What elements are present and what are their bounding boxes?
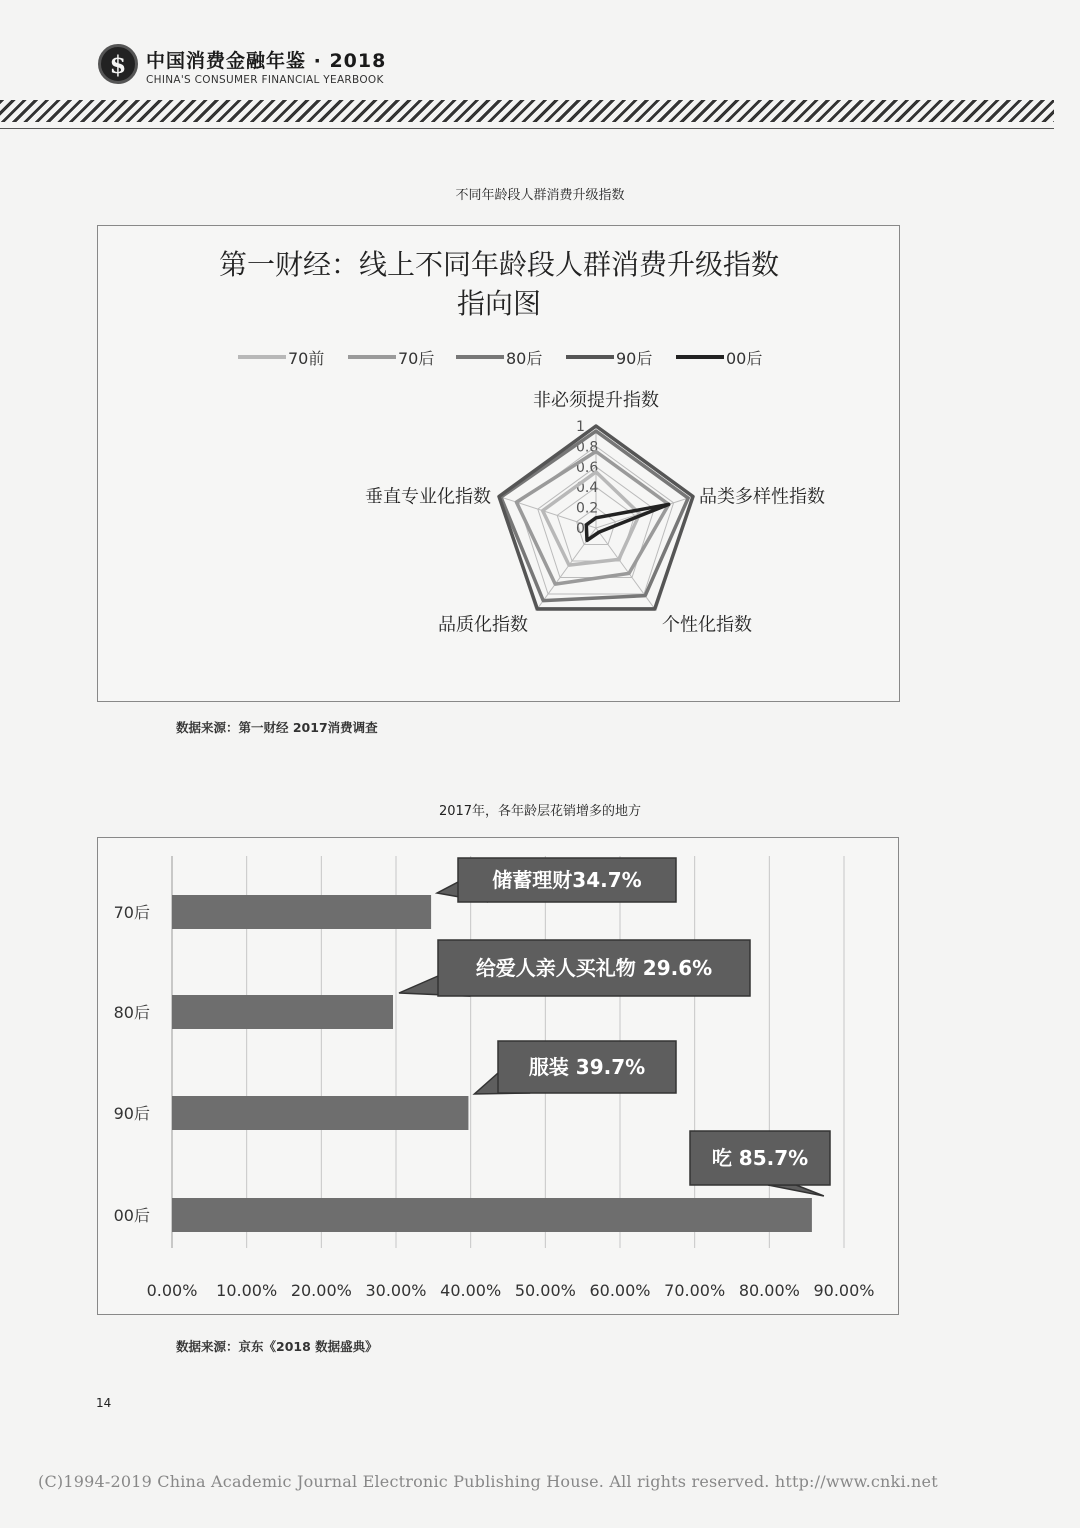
- radar-axis-label: 非必须提升指数: [533, 390, 659, 411]
- radar-axis-label: 个性化指数: [661, 614, 752, 636]
- yearbook-logo: [98, 44, 138, 84]
- radar-axis-label: 品质化指数: [438, 614, 529, 636]
- bar-category-label: 90后: [113, 1104, 150, 1123]
- radar-tick-label: 0.8: [576, 439, 599, 456]
- yearbook-subtitle: CHINA'S CONSUMER FINANCIAL YEARBOOK: [146, 74, 384, 86]
- radar-tick-label: 0.4: [576, 480, 599, 497]
- radar-tick-label: 0.2: [576, 500, 599, 517]
- callout-label: 给爱人亲人买礼物 29.6%: [475, 956, 713, 980]
- legend-label: 70前: [288, 349, 325, 368]
- bar-90后: [172, 1096, 468, 1130]
- bar-category-label: 80后: [113, 1003, 150, 1022]
- radar-axis-label: 垂直专业化指数: [364, 486, 491, 508]
- bar-x-tick-label: 60.00%: [589, 1281, 651, 1300]
- bar-category-label: 00后: [113, 1206, 150, 1225]
- bar-80后: [172, 995, 393, 1029]
- bar-x-tick-label: 50.00%: [514, 1281, 576, 1300]
- bar-x-tick-label: 70.00%: [664, 1281, 726, 1300]
- callout-label: 储蓄理财34.7%: [492, 868, 642, 892]
- legend-label: 90后: [616, 349, 653, 368]
- yearbook-title: 中国消费金融年鉴 · 2018: [146, 50, 387, 72]
- radar-title-line: 第一财经：线上不同年龄段人群消费升级指数: [218, 248, 780, 281]
- bar-x-tick-label: 20.00%: [290, 1281, 352, 1300]
- legend-label: 80后: [506, 349, 543, 368]
- bar-source: 数据来源：京东《2018 数据盛典》: [176, 1339, 378, 1354]
- radar-source: 数据来源：第一财经 2017消费调查: [176, 720, 378, 735]
- bar-x-tick-label: 90.00%: [813, 1281, 875, 1300]
- bar-caption: 2017年，各年龄层花销增多的地方: [438, 804, 642, 819]
- bar-x-tick-label: 80.00%: [738, 1281, 800, 1300]
- bar-x-tick-label: 0.00%: [146, 1281, 198, 1300]
- bar-70后: [172, 895, 431, 929]
- copyright-notice: (C)1994-2019 China Academic Journal Electronic Publishing House. All rights reserved. http://www.cnki.net: [38, 1472, 938, 1491]
- bar-00后: [172, 1198, 812, 1232]
- radar-tick-label: 1: [576, 419, 585, 435]
- bar-x-tick-label: 10.00%: [216, 1281, 278, 1300]
- radar-caption: 不同年龄段人群消费升级指数: [455, 188, 625, 203]
- page-number: 14: [96, 1396, 112, 1410]
- bar-category-label: 70后: [113, 903, 150, 922]
- radar-chart: [98, 226, 901, 703]
- callout-pointer: [768, 1185, 824, 1196]
- header-hatch-band: [0, 100, 1054, 122]
- radar-axis-label: 品类多样性指数: [699, 486, 826, 508]
- bar-x-tick-label: 40.00%: [440, 1281, 502, 1300]
- dollar-icon: $: [109, 50, 127, 79]
- legend-label: 00后: [726, 349, 763, 368]
- radar-title-line: 指向图: [456, 287, 542, 320]
- header-divider: [0, 128, 1054, 129]
- radar-chart-frame: [97, 225, 900, 702]
- radar-tick-label: 0.6: [576, 459, 599, 476]
- callout-label: 服装 39.7%: [528, 1055, 646, 1079]
- callout-label: 吃 85.7%: [711, 1146, 809, 1170]
- bar-chart: [98, 838, 900, 1316]
- legend-label: 70后: [398, 349, 435, 368]
- bar-chart-frame: [97, 837, 899, 1315]
- radar-tick-label: 0: [576, 521, 585, 537]
- bar-x-tick-label: 30.00%: [365, 1281, 427, 1300]
